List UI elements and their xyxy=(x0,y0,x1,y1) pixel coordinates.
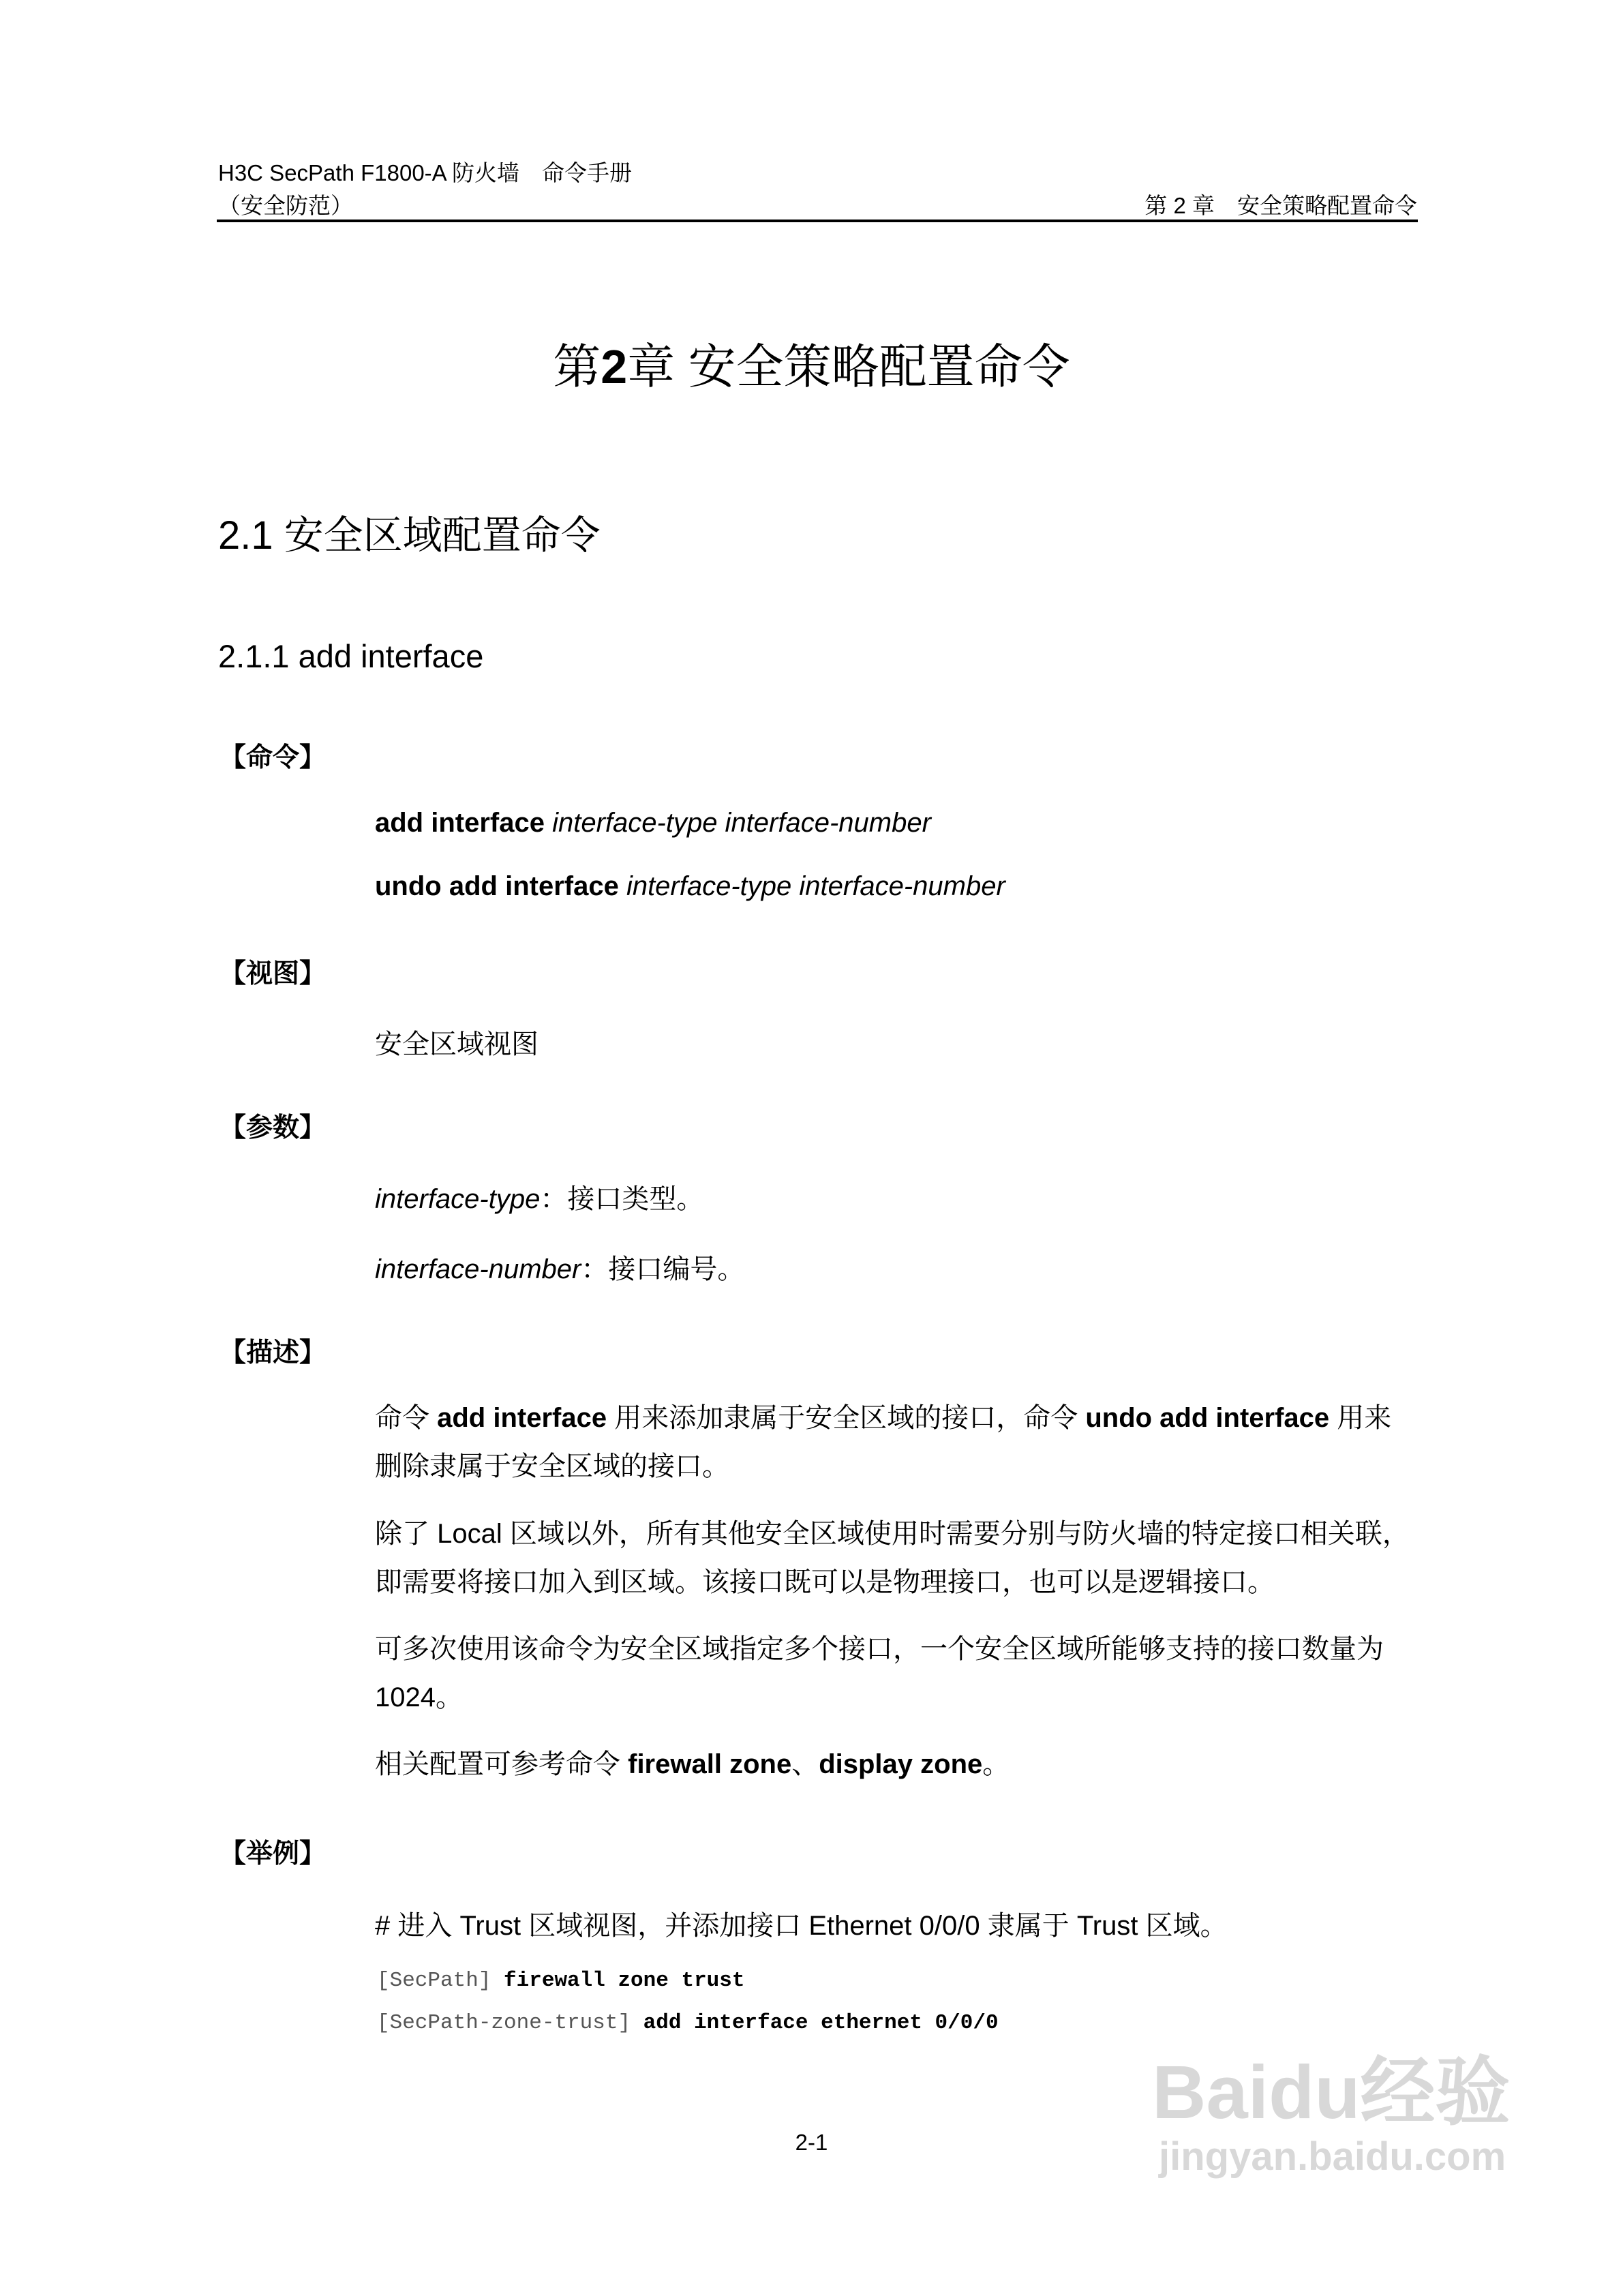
header-subtitle: （安全防范） xyxy=(218,193,353,218)
label-command: 【命令】 xyxy=(219,743,327,772)
header-chapter: 第 2 章 安全策略配置命令 xyxy=(1144,193,1417,218)
code-line: [SecPath] firewall zone trust xyxy=(377,1969,745,1993)
command-syntax-2: undo add interface interface-type interface-number xyxy=(375,871,1005,901)
description-paragraph: 除了 Local 区域以外，所有其他安全区域使用时需要分别与防火墙的特定接口相关联，即需要将接口加入到区域。该接口既可以是物理接口，也可以是逻辑接口。 xyxy=(375,1519,1410,1597)
command-syntax-1: add interface interface-type interface-number xyxy=(375,808,931,838)
param-item: interface-number：接口编号。 xyxy=(375,1254,745,1284)
example-comment: # 进入 Trust 区域视图，并添加接口 Ethernet 0/0/0 隶属于 Trust 区域。 xyxy=(375,1911,1228,1941)
label-params: 【参数】 xyxy=(219,1113,327,1143)
code-line: [SecPath-zone-trust] add interface ethernet 0/0/0 xyxy=(377,2011,999,2035)
header-title: H3C SecPath F1800-A 防火墙 命令手册 xyxy=(218,160,633,185)
description-paragraph: 相关配置可参考命令 firewall zone、display zone。 xyxy=(375,1749,1010,1779)
chapter-title: 第2章 安全策略配置命令 xyxy=(553,340,1070,393)
description-paragraph: 命令 add interface 用来添加隶属于安全区域的接口，命令 undo add interface 用来删除隶属于安全区域的接口。 xyxy=(375,1403,1392,1481)
param-item: interface-type：接口类型。 xyxy=(375,1184,704,1214)
description-paragraph: 可多次使用该命令为安全区域指定多个接口，一个安全区域所能够支持的接口数量为 1024。 xyxy=(375,1634,1384,1712)
label-description: 【描述】 xyxy=(219,1338,327,1368)
label-example: 【举例】 xyxy=(219,1839,327,1869)
header-rule xyxy=(217,220,1418,222)
view-text: 安全区域视图 xyxy=(375,1029,539,1059)
baidu-watermark-logo: Baidu经验 jingyan.baidu.com xyxy=(1152,2051,1511,2179)
subsection-heading: 2.1.1 add interface xyxy=(218,638,484,674)
page-number: 2-1 xyxy=(795,2130,828,2155)
label-view: 【视图】 xyxy=(219,959,327,988)
section-heading: 2.1 安全区域配置命令 xyxy=(218,513,601,558)
